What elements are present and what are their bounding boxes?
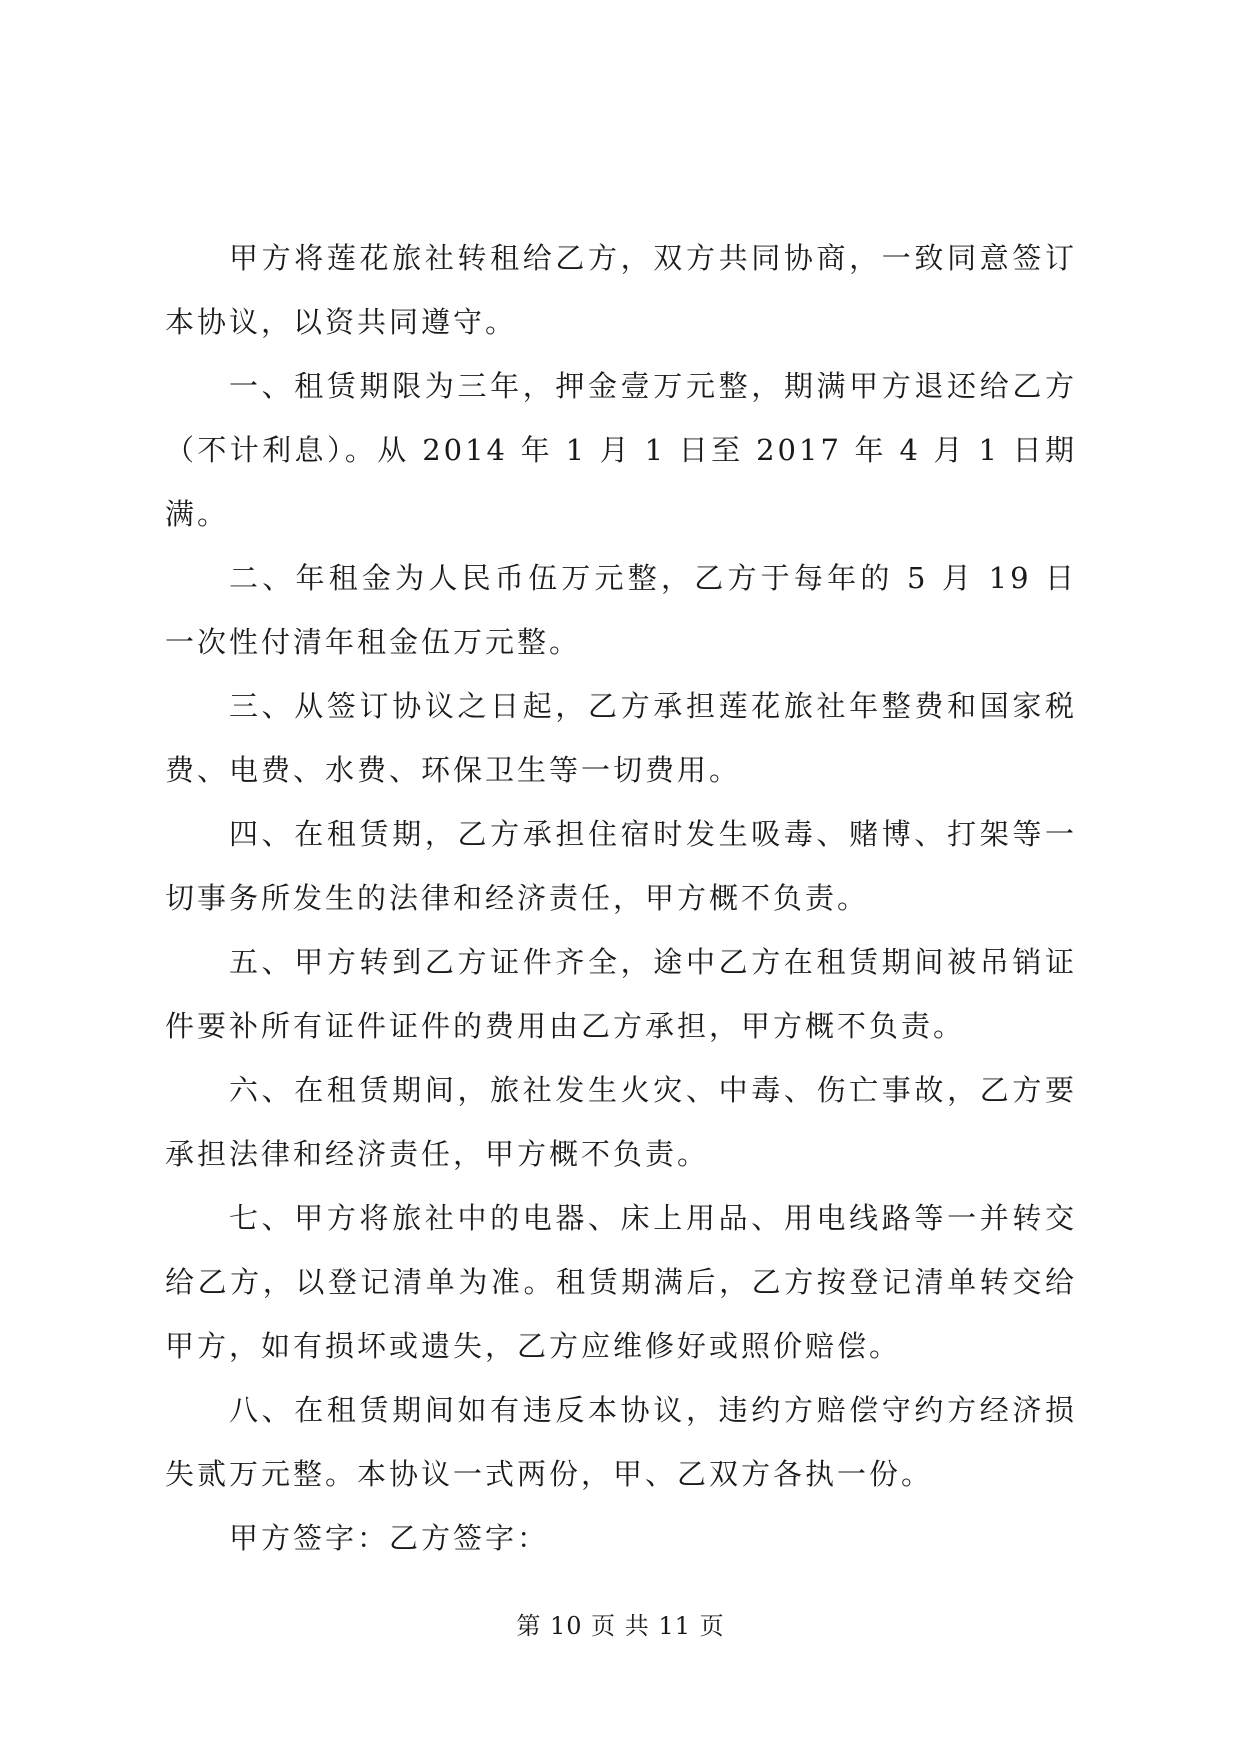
paragraph-clause-5: 五、甲方转到乙方证件齐全，途中乙方在租赁期间被吊销证件要补所有证件证件的费用由乙方承担，甲方概不负责。 [165,945,1077,1043]
signature-line: 甲方签字：乙方签字： [229,1521,550,1555]
paragraph-intro: 甲方将莲花旅社转租给乙方，双方共同协商，一致同意签订本协议，以资共同遵守。 [165,241,1077,339]
paragraph-clause-3: 三、从签订协议之日起，乙方承担莲花旅社年整费和国家税费、电费、水费、环保卫生等一切费用。 [165,689,1077,787]
paragraph-clause-8: 八、在租赁期间如有违反本协议，违约方赔偿守约方经济损失贰万元整。本协议一式两份，甲、乙双方各执一份。 [165,1393,1077,1491]
paragraph-clause-1: 一、租赁期限为三年，押金壹万元整，期满甲方退还给乙方（不计利息）。从 2014 年 1 月 1 日至 2017 年 4 月 1 日期满。 [165,369,1077,531]
document-body [165,226,1077,1570]
paragraph-clause-7: 七、甲方将旅社中的电器、床上用品、用电线路等一并转交给乙方，以登记清单为准。租赁期满后，乙方按登记清单转交给甲方，如有损坏或遗失，乙方应维修好或照价赔偿。 [165,1201,1077,1363]
paragraph-clause-6: 六、在租赁期间，旅社发生火灾、中毒、伤亡事故，乙方要承担法律和经济责任，甲方概不负责。 [165,1073,1077,1171]
paragraph-clause-4: 四、在租赁期，乙方承担住宿时发生吸毒、赌博、打架等一切事务所发生的法律和经济责任，甲方概不负责。 [165,817,1077,915]
page-number-footer: 第 10 页 共 11 页 [516,1612,725,1640]
paragraph-clause-2: 二、年租金为人民币伍万元整，乙方于每年的 5 月 19 日一次性付清年租金伍万元整。 [165,561,1077,659]
